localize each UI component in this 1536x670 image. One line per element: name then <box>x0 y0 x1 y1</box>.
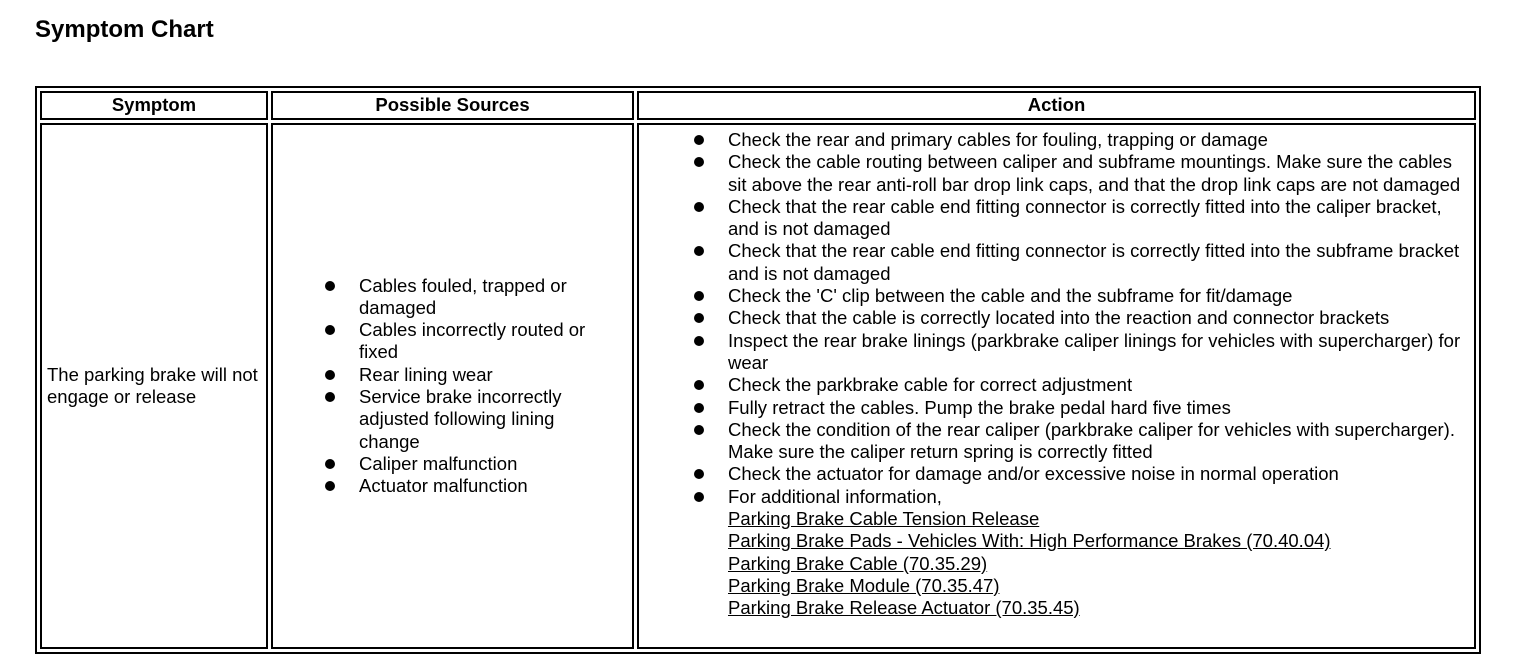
header-row <box>40 91 1476 120</box>
bullet-icon <box>325 281 335 291</box>
action-text: Check that the rear cable end fitting connector is correctly fitted into the subframe bracket and is not damaged <box>728 240 1460 284</box>
list-item <box>325 386 620 453</box>
list-item <box>325 475 620 497</box>
bullet-icon <box>694 202 704 212</box>
action-text: Check the actuator for damage and/or excessive noise in normal operation <box>728 463 1339 485</box>
action-text: Inspect the rear brake linings (parkbrake caliper linings for vehicles with supercharger) for wear <box>728 329 1461 373</box>
link-parking-brake-module[interactable]: Parking Brake Module (70.35.47) <box>728 574 1000 596</box>
symptom-cell: The parking brake will not engage or release <box>40 123 268 649</box>
additional-info-label: For additional information, <box>728 485 942 507</box>
bullet-icon <box>694 291 704 301</box>
page-title: Symptom Chart <box>35 16 214 43</box>
bullet-icon <box>325 459 335 469</box>
list-item <box>694 196 1466 241</box>
list-item <box>694 285 1466 307</box>
header-symptom: Symptom <box>40 91 268 120</box>
bullet-icon <box>694 425 704 435</box>
action-text: Check the 'C' clip between the cable and the subframe for fit/damage <box>728 285 1293 307</box>
list-item <box>325 364 620 386</box>
bullet-icon <box>694 469 704 479</box>
link-cable-tension-release[interactable]: Parking Brake Cable Tension Release <box>728 508 1040 530</box>
symptom-chart-table <box>37 88 1479 652</box>
source-text: Cables fouled, trapped or damaged <box>359 274 567 318</box>
list-item <box>694 330 1466 375</box>
reference-links <box>728 508 1466 619</box>
list-item <box>325 453 620 475</box>
list-item <box>694 129 1466 151</box>
source-text: Caliper malfunction <box>359 452 518 474</box>
bullet-icon <box>694 380 704 390</box>
link-parking-brake-pads[interactable]: Parking Brake Pads - Vehicles With: High Performance Brakes (70.40.04) <box>728 530 1331 552</box>
sources-list <box>325 275 620 498</box>
action-text: Check that the rear cable end fitting connector is correctly fitted into the caliper bracket, and is not damaged <box>728 195 1442 240</box>
source-text: Rear lining wear <box>359 363 493 385</box>
symptom-chart-frame <box>35 86 1481 654</box>
action-text: Fully retract the cables. Pump the brake pedal hard five times <box>728 396 1231 418</box>
actions-list <box>694 129 1466 620</box>
list-item <box>694 397 1466 419</box>
source-text: Cables incorrectly routed or fixed <box>359 319 586 363</box>
action-text: Check the rear and primary cables for fouling, trapping or damage <box>728 129 1268 150</box>
bullet-icon <box>325 325 335 335</box>
source-text: Actuator malfunction <box>359 475 528 497</box>
list-item <box>694 151 1466 196</box>
possible-sources-cell <box>271 123 634 649</box>
action-text: Check the parkbrake cable for correct adjustment <box>728 374 1133 396</box>
list-item <box>694 419 1466 464</box>
bullet-icon <box>325 370 335 380</box>
link-parking-brake-release-actuator[interactable]: Parking Brake Release Actuator (70.35.45) <box>728 597 1080 619</box>
list-item <box>325 319 620 364</box>
action-text: Check the cable routing between caliper and subframe mountings. Make sure the cables sit above the rear anti-roll bar drop link caps, and that the drop link caps are not damaged <box>728 151 1461 195</box>
action-text: Check that the cable is correctly located into the reaction and connector brackets <box>728 307 1390 329</box>
bullet-icon <box>694 135 704 145</box>
bullet-icon <box>694 403 704 413</box>
header-possible-sources: Possible Sources <box>271 91 634 120</box>
list-item <box>694 374 1466 396</box>
bullet-icon <box>694 336 704 346</box>
bullet-icon <box>694 246 704 256</box>
list-item <box>694 486 1466 620</box>
source-text: Service brake incorrectly adjusted following lining change <box>359 386 562 452</box>
link-parking-brake-cable[interactable]: Parking Brake Cable (70.35.29) <box>728 552 988 574</box>
bullet-icon <box>694 492 704 502</box>
header-action: Action <box>637 91 1476 120</box>
bullet-icon <box>325 392 335 402</box>
list-item <box>325 275 620 320</box>
list-item <box>694 463 1466 485</box>
bullet-icon <box>325 481 335 491</box>
list-item <box>694 307 1466 329</box>
bullet-icon <box>694 157 704 167</box>
action-cell <box>637 123 1476 649</box>
action-text: Check the condition of the rear caliper (parkbrake caliper for vehicles with supercharger). Make sure the caliper return spring is correctly fitted <box>728 418 1455 463</box>
table-row <box>40 123 1476 649</box>
list-item <box>694 240 1466 285</box>
bullet-icon <box>694 313 704 323</box>
